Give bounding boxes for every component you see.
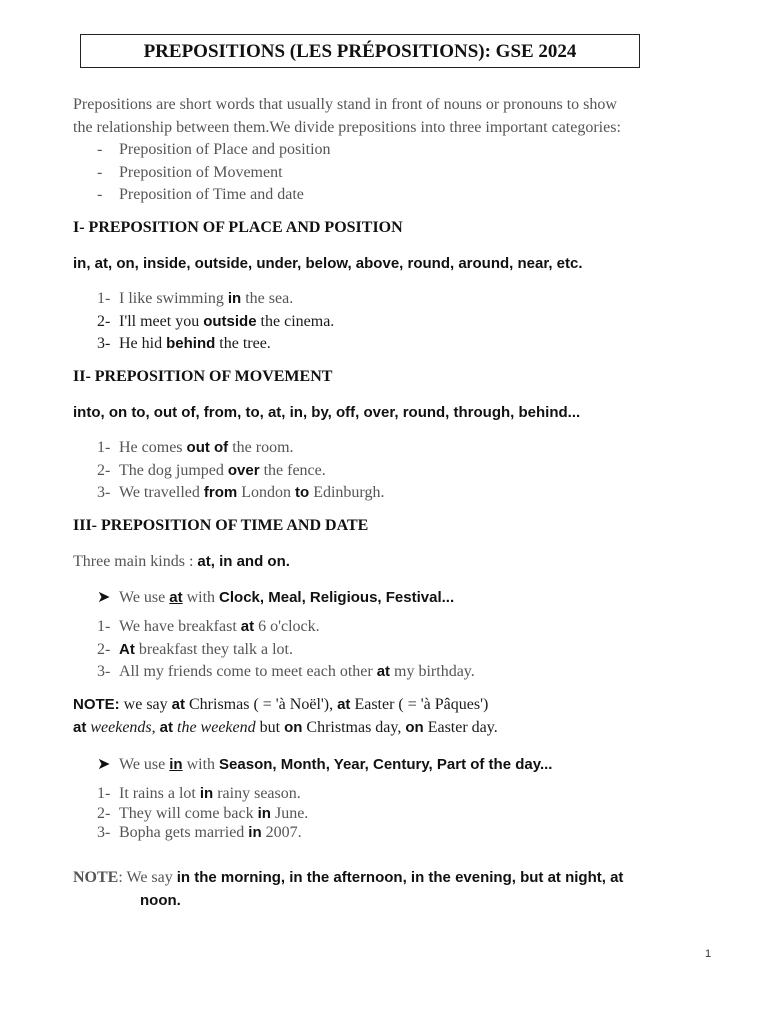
list-item: - Preposition of Place and position bbox=[97, 141, 331, 158]
list-item: 2- The dog jumped over the fence. bbox=[97, 461, 326, 479]
list-item: 1- He comes out of the room. bbox=[97, 439, 294, 456]
movement-prepositions-list: into, on to, out of, from, to, at, in, by, off, over, round, through, behind... bbox=[73, 404, 581, 421]
at-examples bbox=[73, 616, 475, 684]
list-item: - Preposition of Time and date bbox=[97, 186, 304, 204]
bullet-in: ➤ We use in with Season, Month, Year, Century, Part of the day... bbox=[97, 756, 553, 773]
arrow-bullet-icon: ➤ bbox=[97, 589, 111, 606]
section-heading-time: III- PREPOSITION OF TIME AND DATE bbox=[73, 517, 369, 534]
page-number: 1 bbox=[705, 948, 712, 960]
place-examples bbox=[73, 288, 334, 356]
intro-paragraph bbox=[73, 94, 621, 139]
page-title: PREPOSITIONS (LES PRÉPOSITIONS): GSE 2024 bbox=[80, 34, 640, 68]
list-item: 3- All my friends come to meet each other at my birthday. bbox=[97, 663, 475, 681]
bullet-at: ➤ We use at with Clock, Meal, Religious, Festival... bbox=[97, 589, 455, 606]
list-item: 2- They will come back in June. bbox=[97, 804, 309, 822]
arrow-bullet-icon: ➤ bbox=[97, 756, 111, 773]
list-item: 1- We have breakfast at 6 o'clock. bbox=[97, 618, 320, 635]
intro-line-2: the relationship between them.We divide prepositions into three important categories: bbox=[73, 118, 621, 136]
note-in: NOTE: We say in the morning, in the afternoon, in the evening, but at night, at noon. bbox=[73, 869, 624, 909]
list-item: 3- We travelled from London to Edinburgh. bbox=[97, 484, 385, 502]
list-item: 3- Bopha gets married in 2007. bbox=[97, 824, 302, 841]
list-item: 1- I like swimming in the sea. bbox=[97, 290, 294, 307]
in-examples bbox=[73, 784, 308, 843]
place-prepositions-list: in, at, on, inside, outside, under, below, above, round, around, near, etc. bbox=[73, 255, 583, 272]
list-item: 1- It rains a lot in rainy season. bbox=[97, 785, 301, 802]
section-heading-movement: II- PREPOSITION OF MOVEMENT bbox=[73, 368, 333, 385]
movement-examples bbox=[73, 437, 384, 505]
time-kinds-line: Three main kinds : at, in and on. bbox=[73, 553, 290, 570]
section-heading-place: I- PREPOSITION OF PLACE AND POSITION bbox=[73, 219, 403, 236]
list-item: 2- I'll meet you outside the cinema. bbox=[97, 312, 335, 330]
category-list bbox=[73, 139, 331, 207]
list-item: 3- He hid behind the tree. bbox=[97, 335, 271, 353]
note-at: NOTE: we say at Chrismas ( = 'à Noël'), at Easter ( = 'à Pâques') at weekends, at the weekend but on Christmas day, on Easter day. bbox=[73, 696, 498, 736]
list-item: - Preposition of Movement bbox=[97, 163, 283, 181]
list-item: 2- At breakfast they talk a lot. bbox=[97, 640, 293, 658]
intro-line-1: Prepositions are short words that usually stand in front of nouns or pronouns to show bbox=[73, 96, 617, 113]
